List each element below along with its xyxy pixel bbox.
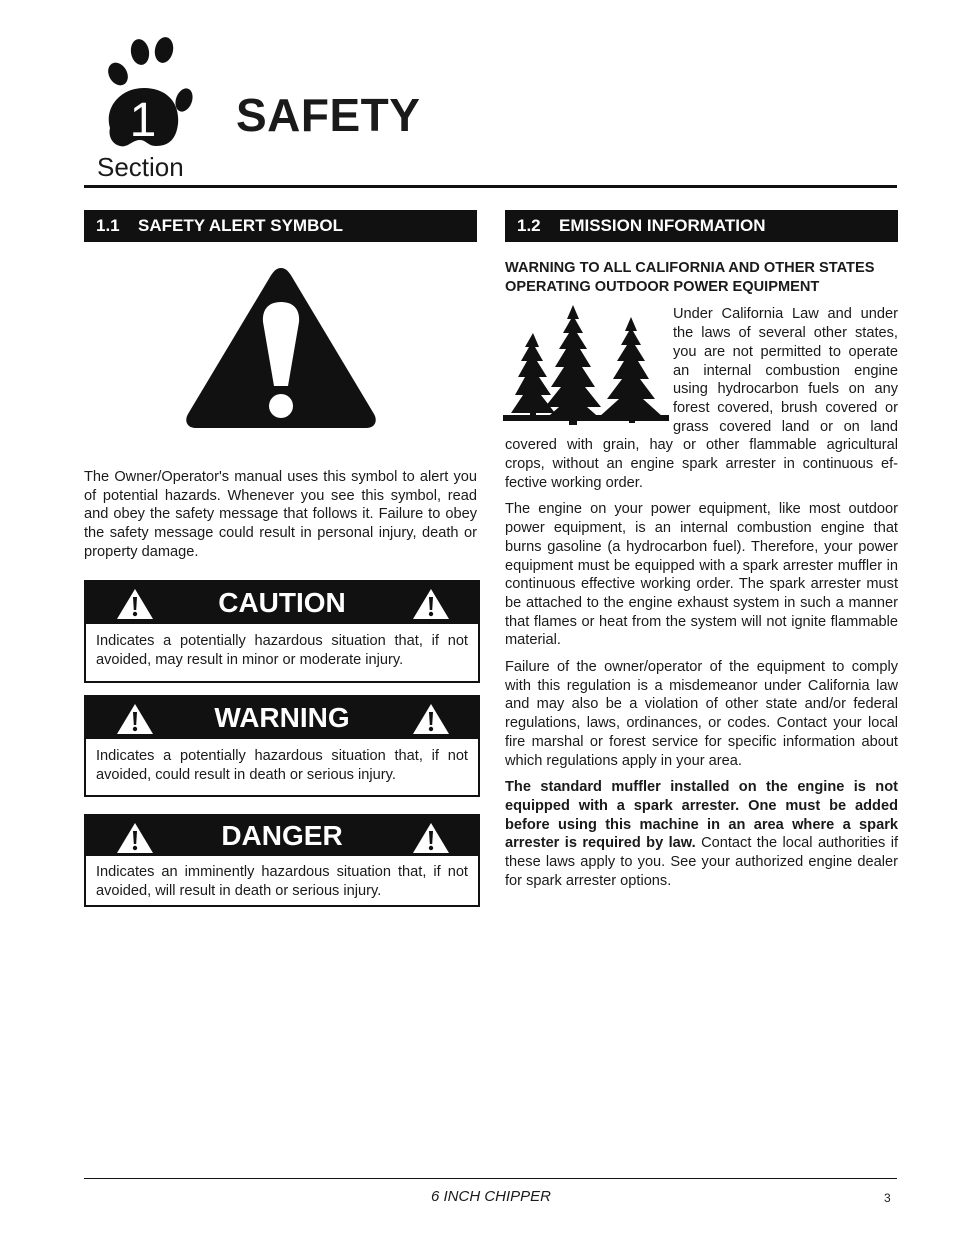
- section-title-1-1: SAFETY ALERT SYMBOL: [138, 216, 343, 235]
- spark-arrester-contact-text: Contact the local authorities if these laws apply to you. See your authorized engine dealer for spark arrester options.: [505, 835, 898, 889]
- danger-box: [84, 814, 480, 907]
- page-title: SAFETY: [236, 89, 421, 141]
- caution-box: [84, 580, 480, 683]
- section-number-1-1: 1.1: [96, 216, 120, 235]
- emission-paragraph-3: Failure of the owner/operator of the equipment to comply with this regulation is a misdemeanor under California law and may also be a violation of other state and/or federal regulations, laws, ordinances, or codes. Contact your local fire marshal or forest service for specific information about which regulations apply in your area.: [505, 659, 898, 769]
- section-number: 1: [129, 94, 157, 147]
- alert-triangle-icon: [412, 703, 450, 735]
- footer-divider: [84, 1178, 897, 1179]
- danger-text: Indicates an imminently hazardous situation that, if not avoided, will result in death or serious injury.: [96, 864, 468, 899]
- section-label: Section: [97, 152, 184, 182]
- section-number-1-2: 1.2: [517, 216, 541, 235]
- footer-manual-title: 6 INCH CHIPPER: [430, 1188, 552, 1205]
- warning-header: [86, 697, 478, 739]
- alert-triangle-icon: [412, 588, 450, 620]
- emission-warning-heading: WARNING TO ALL CALIFORNIA AND OTHER STATES OPERATING OUTDOOR POWER EQUIPMENT: [505, 260, 875, 295]
- pine-trees-icon: [503, 303, 669, 427]
- danger-signal-word: DANGER: [221, 820, 343, 851]
- section-heading-1-2: [505, 210, 898, 242]
- section-heading-1-1: [84, 210, 477, 242]
- emission-paragraph-4: [505, 778, 898, 890]
- warning-box: [84, 695, 480, 797]
- section-title-1-2: EMISSION INFORMATION: [559, 216, 766, 235]
- caution-text: Indicates a potentially hazardous situation that, if not avoided, may result in minor or moderate injury.: [96, 633, 468, 668]
- section-1-1-body: The Owner/Operator's manual uses this symbol to alert you of potential hazards. Whenever you see this symbol, read and obey the safety message that follows it. Failure to obey the safety message could result in personal injury, death or property damage.: [84, 469, 477, 560]
- danger-header: [86, 816, 478, 856]
- spark-arrester-notice: The standard muffler installed on the engine is not equipped with a spark arrester. One must be added before using this machine in an area where a spark arrester is required by law.: [505, 779, 898, 852]
- emission-paragraph-1: Under California Law and under the laws of several other states, you are not permitted to operate an internal combustion engine using hydrocarbon fuels on any forest covered, brush covered or grass covered land or on land covered with grain, hay or other flammable agricultural crops, without an engine spark arrester in continuous effective working order.: [505, 306, 898, 491]
- paw-icon: [100, 36, 196, 158]
- warning-text: Indicates a potentially hazardous situation that, if not avoided, could result in death or serious injury.: [96, 748, 468, 783]
- page-number: 3: [884, 1191, 891, 1205]
- header-divider: [84, 185, 897, 188]
- warning-signal-word: WARNING: [214, 702, 350, 733]
- alert-triangle-icon: [412, 822, 450, 854]
- safety-alert-symbol-icon: [182, 264, 380, 430]
- emission-paragraph-2: The engine on your power equipment, like most outdoor power equipment, is an internal combustion engine that burns gasoline (a hydrocarbon fuel). Therefore, your power equipment must be equipped with a spark arrester muffler in continuous effective working order. The spark arrester must be attached to the engine exhaust system in such a manner that flames or heat from the system will not ignite flammable material.: [505, 501, 898, 649]
- caution-signal-word: CAUTION: [218, 587, 346, 618]
- caution-header: [86, 582, 478, 624]
